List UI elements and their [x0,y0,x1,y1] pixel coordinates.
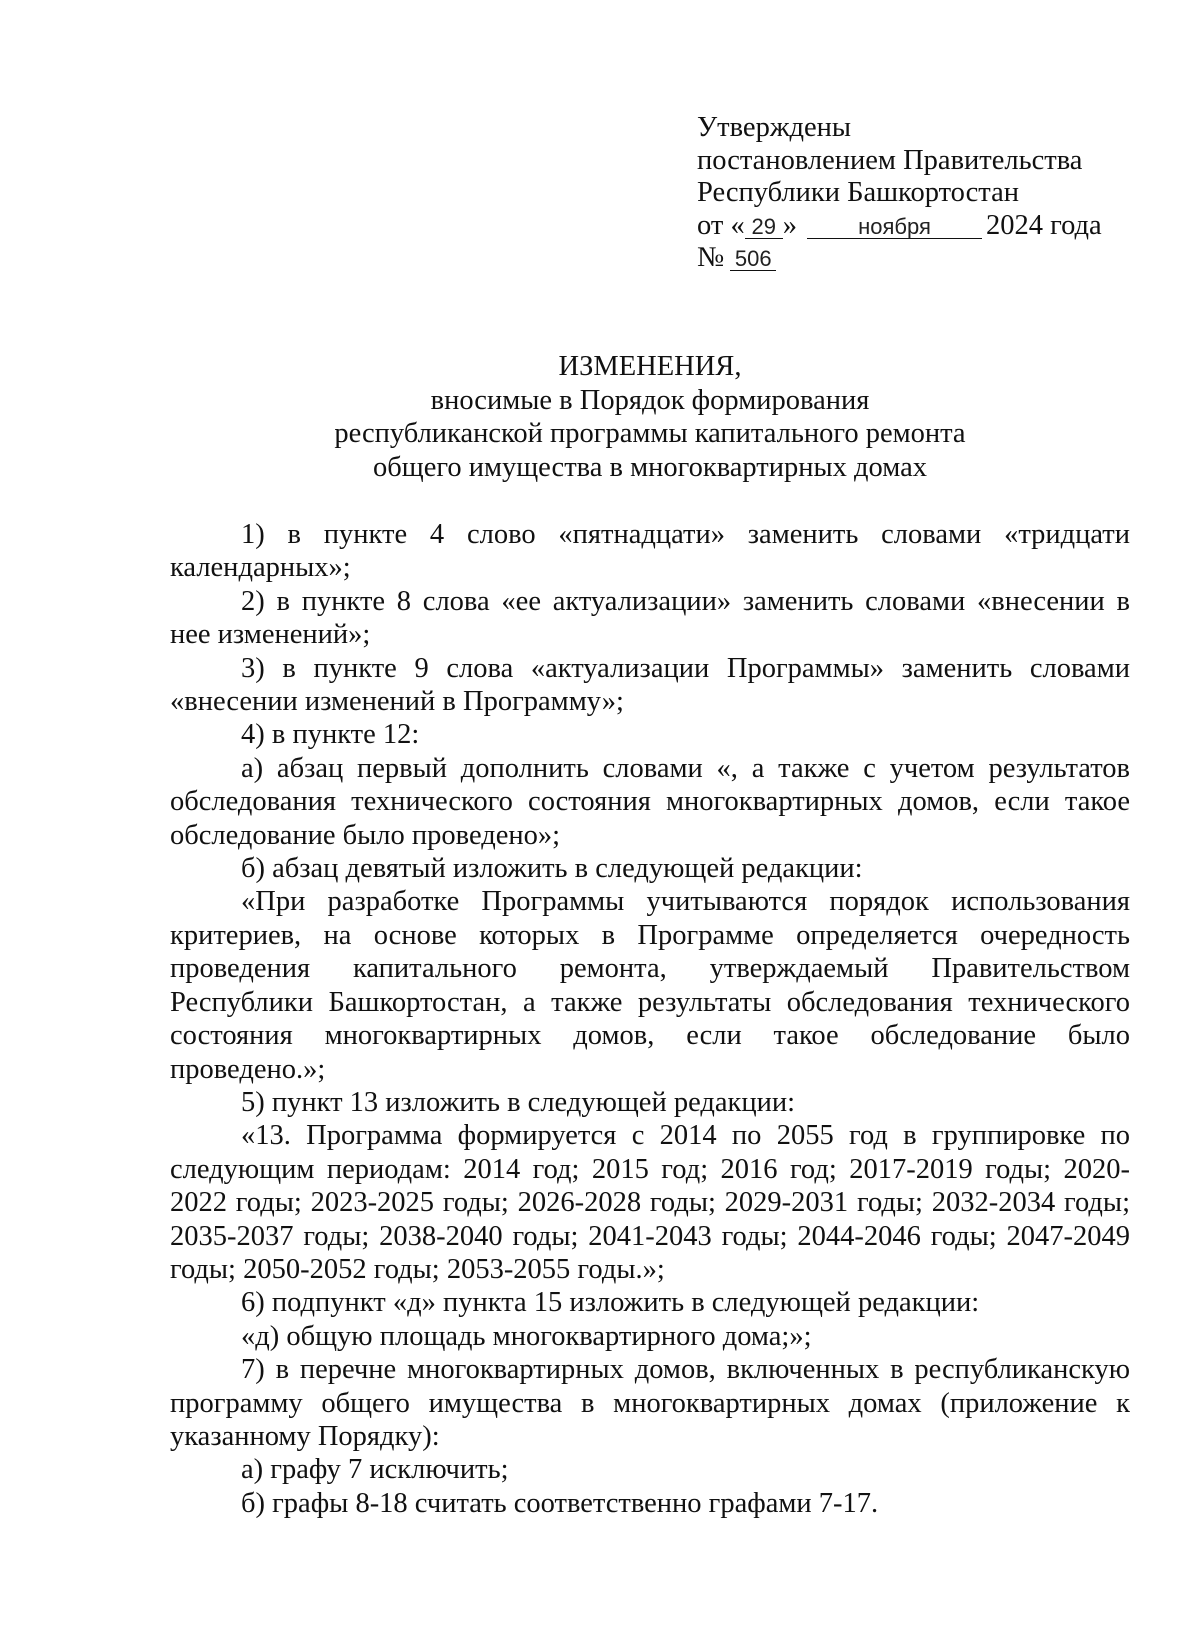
paragraph-4b: б) абзац девятый изложить в следующей редакции: [241,853,863,885]
approval-line-republic: Республики Башкортостан [697,177,1019,208]
title-line-3: республиканской программы капитального ремонта [334,418,966,449]
date-prefix: от « [697,209,745,241]
paragraph-4a: а) абзац первый дополнить словами «, а также с учетом результатов обследования технического состояния многоквартирных домов, если такое обследование было проведено»; [170,752,1130,851]
paragraph-4b-quote: «При разработке Программы учитываются порядок использования критериев, на основе которых в Программе определяется очередность проведения капитального ремонта, утверждаемый Правительством Республики Башкортостан, а также результаты обследования технического состояния многоквартирных домов, если такое обследование было проведено.»; [170,886,1130,1085]
approval-line-approved: Утверждены [697,112,852,143]
paragraph-2: 2) в пункте 8 слова «ее актуализации» заменить словами «внесении в нее изменений»; [170,585,1130,651]
paragraph-5-quote: «13. Программа формируется с 2014 по 2055 год в группировке по следующим периодам: 2014 год; 2015 год; 2016 год; 2017-2019 годы; 2020-2022 годы; 2023-2025 годы; 2026-2028 годы; 2029-2031 годы; 2032-2034 годы; 2035-2037 годы; 2038-2040 годы; 2041-2043 годы; 2044-2046 годы; 2047-2049 годы; 2050-2052 годы; 2053-2055 годы.»; [170,1120,1130,1285]
paragraph-7b: б) графы 8-18 считать соответственно графами 7-17. [241,1487,879,1519]
number-prefix: № [697,242,725,273]
approval-number-line [697,242,1157,275]
paragraph-6-quote: «д) общую площадь многоквартирного дома;»; [241,1320,812,1352]
paragraph-6: 6) подпункт «д» пункта 15 изложить в следующей редакции: [241,1287,980,1319]
paragraph-7a: а) графу 7 исключить; [241,1454,509,1486]
date-quote-close: » [782,209,797,241]
paragraph-4: 4) в пункте 12: [241,719,420,751]
approval-stamp-block [697,112,1157,275]
approval-line-resolution: постановлением Правительства [697,144,1083,176]
date-year: 2024 года [985,209,1102,241]
paragraph-7: 7) в перечне многоквартирных домов, включенных в республиканскую программу общего имущества в многоквартирных домах (приложение к указанному Порядку): [170,1354,1130,1452]
paragraph-5: 5) пункт 13 изложить в следующей редакции: [241,1086,796,1118]
date-month-handwritten: ноября [807,216,982,239]
document-title [170,350,1130,484]
title-heading: ИЗМЕНЕНИЯ, [558,351,742,382]
document-body [170,518,1130,1520]
title-line-4: общего имущества в многоквартирных домах [373,451,927,483]
paragraph-1: 1) в пункте 4 слово «пятнадцати» заменить словами «тридцати календарных»; [170,519,1130,584]
paragraph-3: 3) в пункте 9 слова «актуализации Программы» заменить словами «внесении изменений в Программу»; [170,652,1130,718]
approval-date-line [697,210,1157,243]
title-line-2: вносимые в Порядок формирования [430,384,870,416]
date-day-handwritten: 29 [745,216,783,239]
number-value-handwritten: 506 [730,248,776,271]
